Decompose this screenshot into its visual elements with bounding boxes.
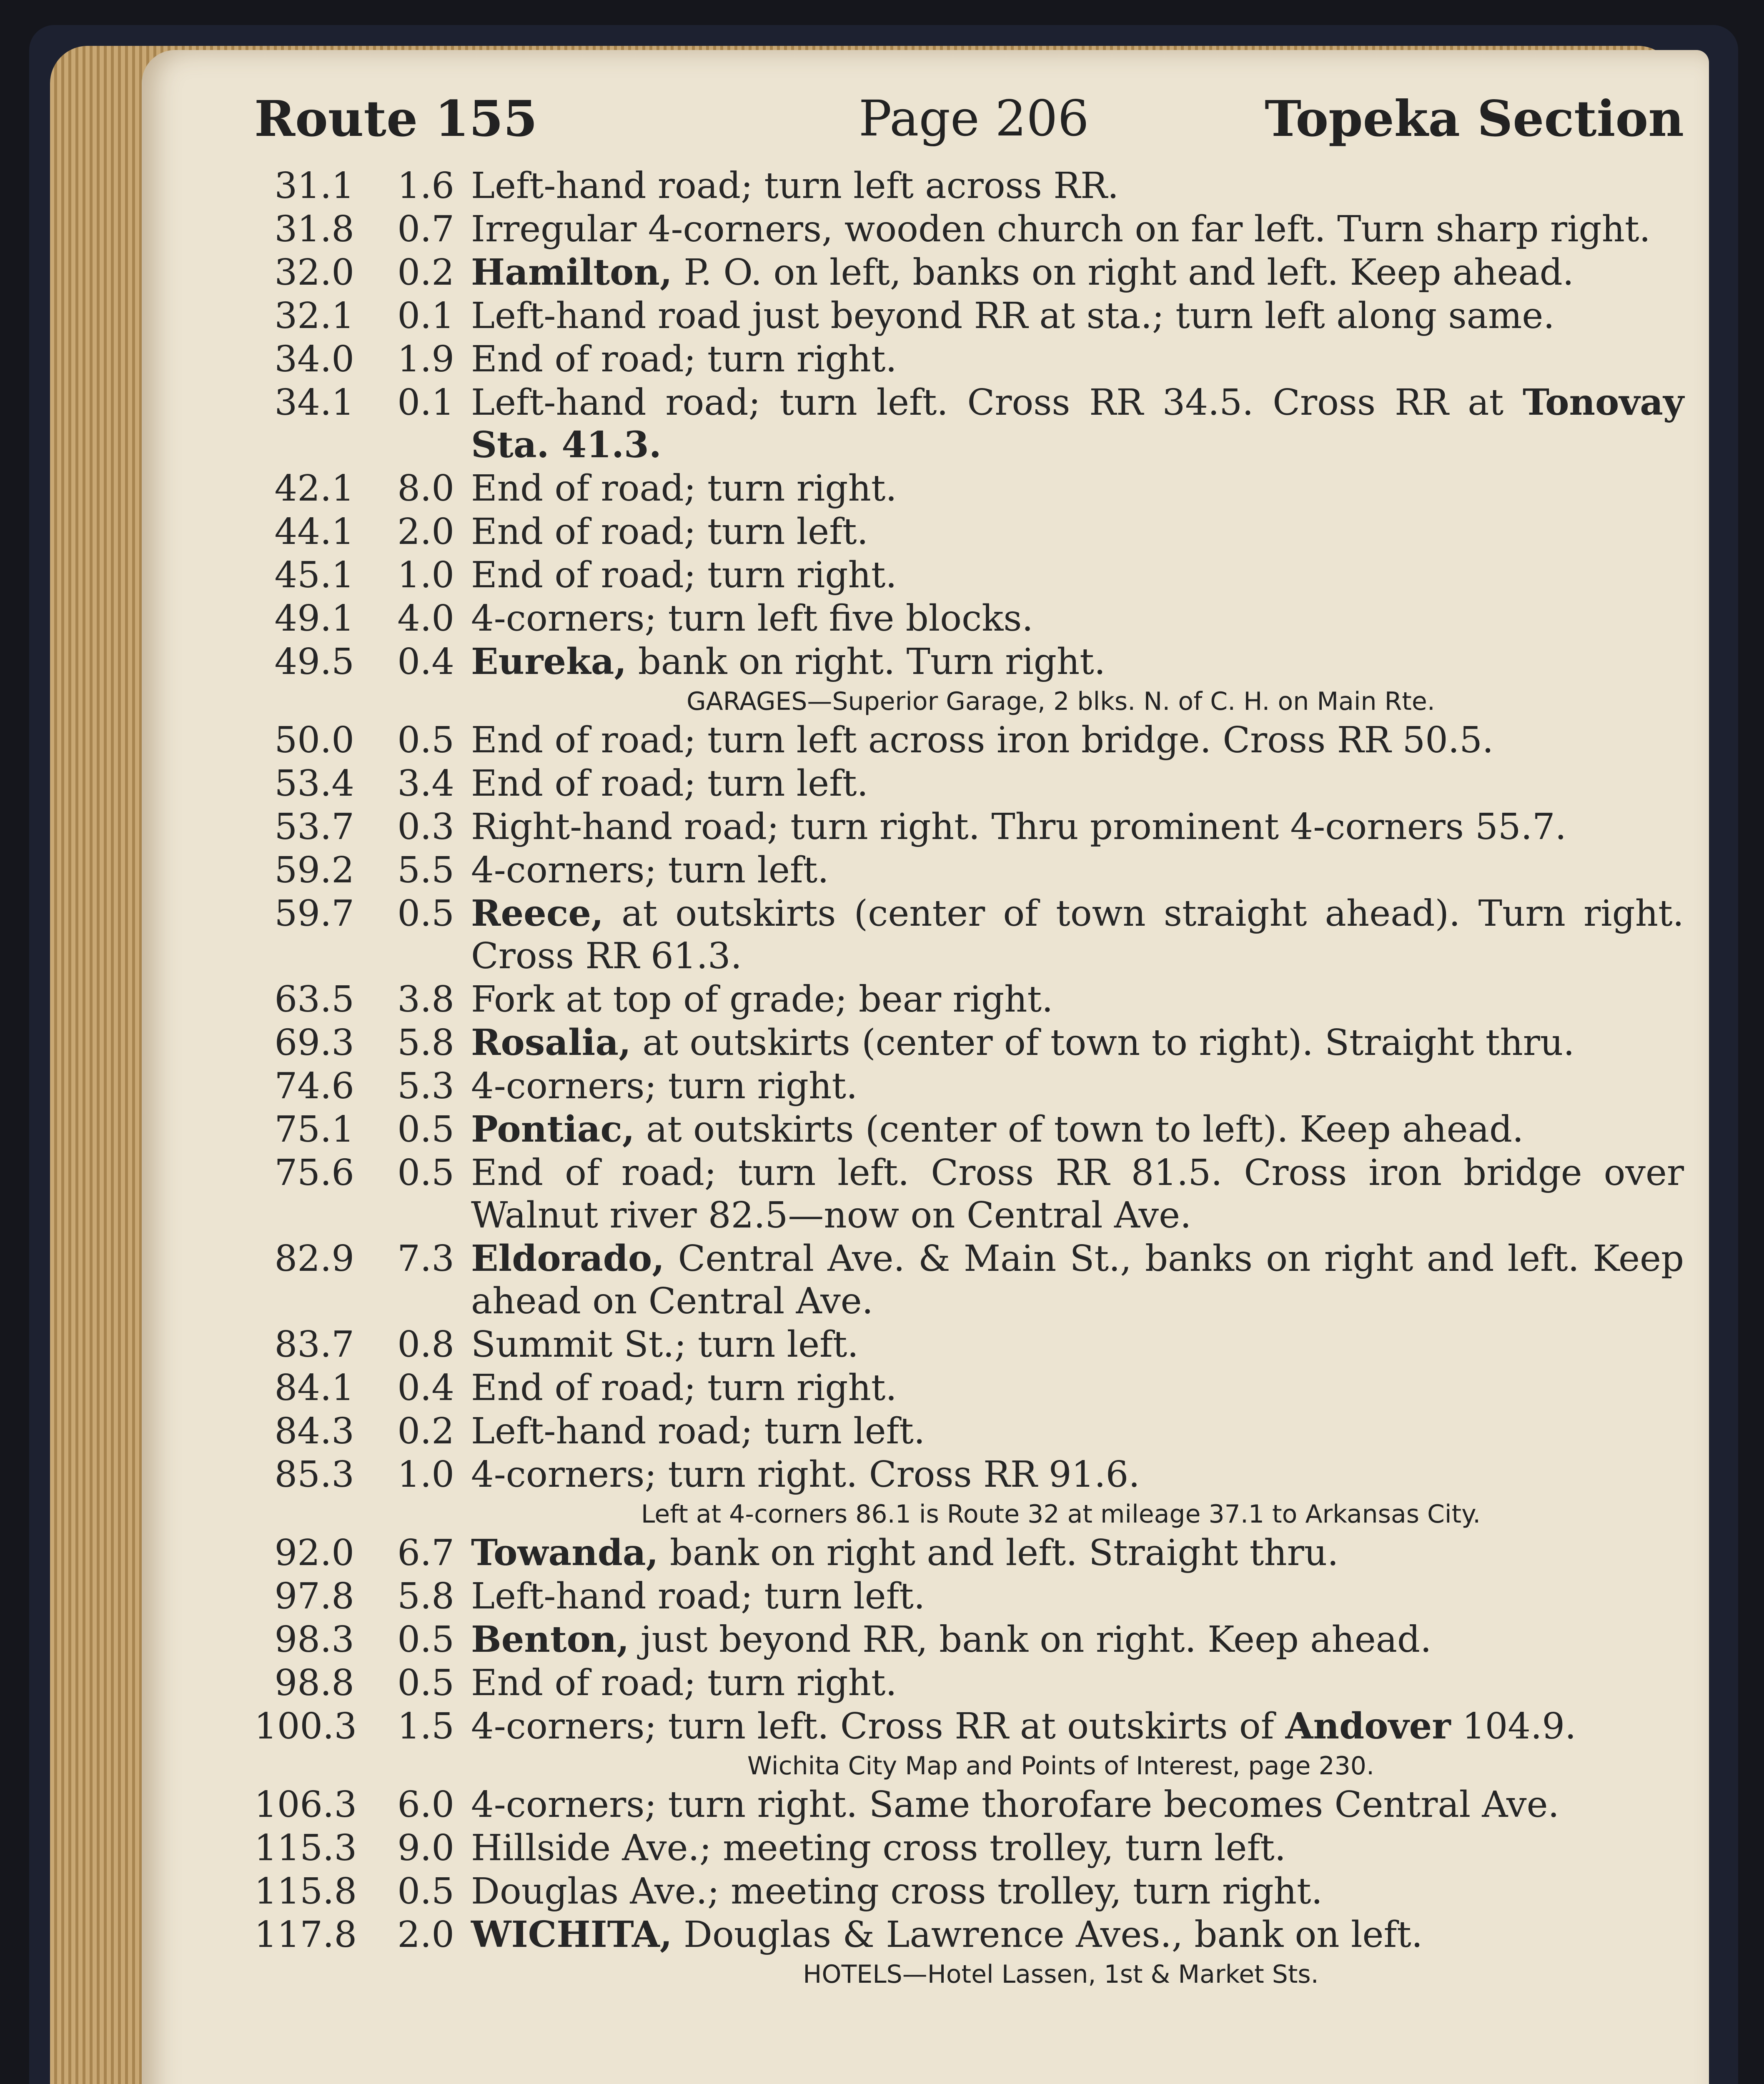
route-row — [254, 641, 1684, 683]
cumulative-mileage: 49.1 — [274, 598, 354, 639]
route-row — [254, 165, 1684, 207]
direction-text: 4-corners; turn right. — [471, 1065, 858, 1107]
route-row — [254, 762, 1684, 805]
direction-text: 4-corners; turn left five blocks. — [471, 598, 1033, 639]
cumulative-mileage: 32.1 — [274, 295, 354, 337]
segment-distance: 2.0 — [397, 1914, 454, 1956]
segment-distance: 8.0 — [397, 468, 454, 509]
segment-distance: 1.5 — [397, 1706, 454, 1747]
route-row — [254, 597, 1684, 640]
cumulative-mileage: 106.3 — [254, 1784, 357, 1826]
direction-text: Fork at top of grade; bear right. — [471, 979, 1053, 1020]
route-row — [254, 208, 1684, 250]
route-row — [254, 1783, 1684, 1826]
cumulative-mileage: 117.8 — [254, 1914, 357, 1956]
cumulative-mileage: 115.8 — [254, 1871, 357, 1912]
segment-distance: 3.4 — [397, 763, 454, 804]
route-row — [254, 295, 1684, 337]
cumulative-mileage: 97.8 — [274, 1576, 354, 1617]
cumulative-mileage: 44.1 — [274, 511, 354, 553]
route-directions — [254, 165, 1684, 1992]
direction-text: 4-corners; turn right. Cross RR 91.6. — [471, 1454, 1140, 1495]
direction-text: End of road; turn right. — [471, 1367, 897, 1409]
section-title: Topeka Section — [1265, 90, 1684, 148]
route-row — [254, 511, 1684, 553]
route-row — [254, 1575, 1684, 1618]
route-row — [254, 1367, 1684, 1409]
route-row — [254, 1065, 1684, 1107]
segment-distance: 0.5 — [397, 1662, 454, 1704]
direction-text: bank on right and left. Straight thru. — [658, 1532, 1339, 1574]
direction-text: Hillside Ave.; meeting cross trolley, turn left. — [471, 1827, 1286, 1869]
place-name: Benton, — [471, 1618, 629, 1661]
direction-text: Douglas Ave.; meeting cross trolley, turn right. — [471, 1871, 1323, 1912]
direction-text: at outskirts (center of town to right). Straight thru. — [631, 1022, 1575, 1064]
segment-distance: 7.3 — [397, 1238, 454, 1280]
cumulative-mileage: 82.9 — [274, 1238, 354, 1280]
route-number: Route 155 — [254, 90, 538, 148]
segment-distance: 0.5 — [397, 1152, 454, 1194]
cumulative-mileage: 85.3 — [274, 1454, 354, 1495]
segment-distance: 0.5 — [397, 1871, 454, 1912]
cumulative-mileage: 115.3 — [254, 1827, 357, 1869]
route-row — [254, 381, 1684, 466]
route-note: Left at 4-corners 86.1 is Route 32 at mileage 37.1 to Arkansas City. — [641, 1500, 1481, 1529]
cumulative-mileage: 92.0 — [274, 1532, 354, 1574]
direction-text: 4-corners; turn right. Same thorofare becomes Central Ave. — [471, 1784, 1559, 1826]
segment-distance: 2.0 — [397, 511, 454, 553]
segment-distance: 0.1 — [397, 382, 454, 423]
direction-text: Left-hand road; turn left. — [471, 1410, 925, 1452]
segment-distance: 1.0 — [397, 1454, 454, 1495]
segment-distance: 0.7 — [397, 208, 454, 250]
segment-distance: 0.5 — [397, 1109, 454, 1150]
cumulative-mileage: 83.7 — [274, 1324, 354, 1365]
direction-text: Irregular 4-corners, wooden church on far left. Turn sharp right. — [471, 208, 1651, 250]
cumulative-mileage: 98.8 — [274, 1662, 354, 1704]
segment-distance: 0.5 — [397, 1619, 454, 1661]
direction-text: at outskirts (center of town to left). Keep ahead. — [634, 1109, 1524, 1150]
direction-text: at outskirts (center of town straight ahead). Turn right. Cross RR 61.3. — [471, 893, 1684, 977]
cumulative-mileage: 74.6 — [274, 1065, 354, 1107]
route-note: HOTELS—Hotel Lassen, 1st & Market Sts. — [803, 1960, 1319, 1989]
segment-distance: 0.4 — [397, 1367, 454, 1409]
route-row — [254, 1323, 1684, 1366]
segment-distance: 0.8 — [397, 1324, 454, 1365]
route-row — [254, 554, 1684, 596]
segment-distance: 0.1 — [397, 295, 454, 337]
place-name: Andover — [1285, 1705, 1451, 1747]
direction-text: P. O. on left, banks on right and left. Keep ahead. — [672, 252, 1574, 293]
segment-distance: 1.0 — [397, 554, 454, 596]
direction-text: Summit St.; turn left. — [471, 1324, 859, 1365]
segment-distance: 1.9 — [397, 338, 454, 380]
cumulative-mileage: 42.1 — [274, 468, 354, 509]
segment-distance: 1.6 — [397, 165, 454, 207]
route-row — [254, 892, 1684, 977]
place-name: Pontiac, — [471, 1108, 635, 1150]
direction-text: End of road; turn left across iron bridge. Cross RR 50.5. — [471, 719, 1494, 761]
cumulative-mileage: 59.7 — [274, 893, 354, 934]
direction-text: Central Ave. & Main St., banks on right and left. Keep ahead on Central Ave. — [471, 1238, 1684, 1322]
direction-text: End of road; turn right. — [471, 554, 897, 596]
direction-text: 104.9. — [1451, 1706, 1576, 1747]
cumulative-mileage: 98.3 — [274, 1619, 354, 1661]
segment-distance: 4.0 — [397, 598, 454, 639]
segment-distance: 9.0 — [397, 1827, 454, 1869]
route-row — [254, 251, 1684, 294]
place-name: Hamilton, — [471, 251, 672, 293]
cumulative-mileage: 84.3 — [274, 1410, 354, 1452]
cumulative-mileage: 31.1 — [274, 165, 354, 207]
cumulative-mileage: 45.1 — [274, 554, 354, 596]
route-row — [254, 1705, 1684, 1748]
route-row — [254, 1914, 1684, 1956]
cumulative-mileage: 84.1 — [274, 1367, 354, 1409]
route-note: GARAGES—Superior Garage, 2 blks. N. of C. H. on Main Rte. — [687, 687, 1435, 716]
cumulative-mileage: 63.5 — [274, 979, 354, 1020]
segment-distance: 6.7 — [397, 1532, 454, 1574]
route-row — [254, 1022, 1684, 1064]
direction-text: 4-corners; turn left. — [471, 849, 829, 891]
direction-text: just beyond RR, bank on right. Keep ahead. — [629, 1619, 1432, 1661]
segment-distance: 0.5 — [397, 893, 454, 934]
segment-distance: 3.8 — [397, 979, 454, 1020]
segment-distance: 6.0 — [397, 1784, 454, 1826]
cumulative-mileage: 31.8 — [274, 208, 354, 250]
direction-text: End of road; turn left. — [471, 763, 868, 804]
segment-distance: 5.5 — [397, 849, 454, 891]
route-row — [254, 1870, 1684, 1913]
segment-distance: 5.3 — [397, 1065, 454, 1107]
place-name: Eldorado, — [471, 1237, 665, 1280]
route-row — [254, 1108, 1684, 1151]
route-row — [254, 1410, 1684, 1453]
place-name: WICHITA, — [471, 1914, 672, 1956]
cumulative-mileage: 34.1 — [274, 382, 354, 423]
direction-text: End of road; turn right. — [471, 338, 897, 380]
cumulative-mileage: 50.0 — [274, 719, 354, 761]
cumulative-mileage: 59.2 — [274, 849, 354, 891]
segment-distance: 0.2 — [397, 1410, 454, 1452]
route-row — [254, 849, 1684, 892]
direction-text: Left-hand road; turn left. Cross RR 34.5. Cross RR at — [471, 382, 1523, 423]
segment-distance: 0.3 — [397, 806, 454, 848]
route-row — [254, 806, 1684, 848]
direction-text: End of road; turn left. — [471, 511, 868, 553]
route-row — [254, 338, 1684, 381]
segment-distance: 5.8 — [397, 1576, 454, 1617]
route-row — [254, 1152, 1684, 1237]
route-row — [254, 1618, 1684, 1661]
cumulative-mileage: 53.7 — [274, 806, 354, 848]
cumulative-mileage: 75.1 — [274, 1109, 354, 1150]
direction-text: Right-hand road; turn right. Thru prominent 4-corners 55.7. — [471, 806, 1566, 848]
route-row — [254, 1532, 1684, 1574]
place-name: Tonovay Sta. 41.3. — [471, 381, 1684, 466]
cumulative-mileage: 75.6 — [274, 1152, 354, 1194]
place-name: Eureka, — [471, 641, 627, 683]
route-row — [254, 719, 1684, 761]
place-name: Reece, — [471, 892, 604, 934]
direction-text: End of road; turn right. — [471, 1662, 897, 1704]
segment-distance: 0.4 — [397, 641, 454, 683]
direction-text: 4-corners; turn left. Cross RR at outskirts of — [471, 1706, 1285, 1747]
place-name: Rosalia, — [471, 1022, 631, 1064]
segment-distance: 0.5 — [397, 719, 454, 761]
route-row — [254, 978, 1684, 1021]
place-name: Towanda, — [471, 1532, 659, 1574]
cumulative-mileage: 53.4 — [274, 763, 354, 804]
page-header — [254, 90, 1684, 156]
direction-text: End of road; turn left. Cross RR 81.5. Cross iron bridge over Walnut river 82.5—now on Central Ave. — [471, 1152, 1684, 1236]
cumulative-mileage: 49.5 — [274, 641, 354, 683]
direction-text: End of road; turn right. — [471, 468, 897, 509]
direction-text: Left-hand road just beyond RR at sta.; turn left along same. — [471, 295, 1555, 337]
cumulative-mileage: 69.3 — [274, 1022, 354, 1064]
segment-distance: 5.8 — [397, 1022, 454, 1064]
route-row — [254, 1237, 1684, 1323]
cumulative-mileage: 100.3 — [254, 1706, 357, 1747]
cumulative-mileage: 32.0 — [274, 252, 354, 293]
route-note: Wichita City Map and Points of Interest, page 230. — [747, 1751, 1375, 1781]
direction-text: Douglas & Lawrence Aves., bank on left. — [672, 1914, 1423, 1956]
route-row — [254, 1827, 1684, 1869]
direction-text: Left-hand road; turn left across RR. — [471, 165, 1119, 207]
page-number: Page 206 — [859, 90, 1089, 147]
cumulative-mileage: 34.0 — [274, 338, 354, 380]
route-row — [254, 467, 1684, 510]
direction-text: bank on right. Turn right. — [626, 641, 1106, 683]
direction-text: Left-hand road; turn left. — [471, 1576, 925, 1617]
segment-distance: 0.2 — [397, 252, 454, 293]
route-row — [254, 1662, 1684, 1704]
route-row — [254, 1453, 1684, 1496]
